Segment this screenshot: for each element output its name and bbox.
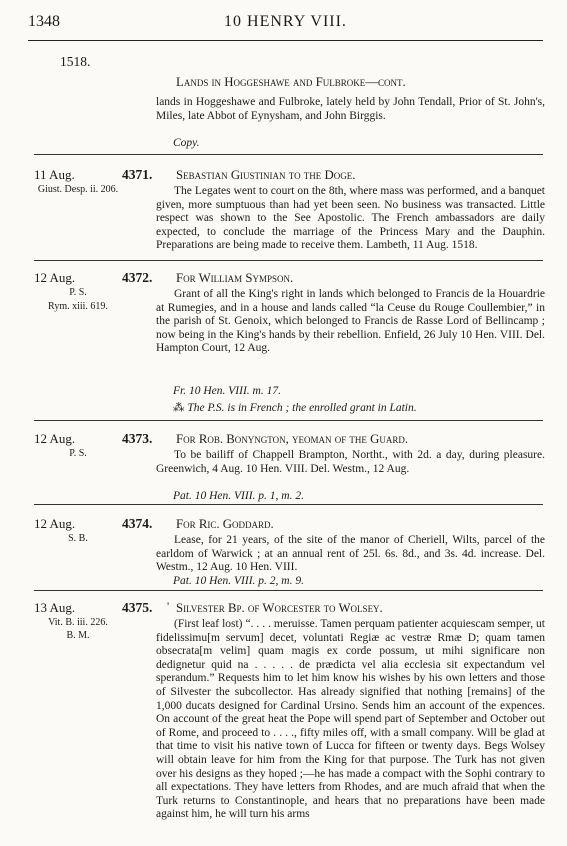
continuation-body: lands in Hoggeshawe and Fulbroke, lately held by John Tendall, Prior of St. John's, Miles, late Abbot of Eynysham, and John Birggis. bbox=[156, 96, 545, 122]
entry-source: P. S. bbox=[69, 287, 87, 298]
entry-date: 13 Aug. bbox=[34, 600, 76, 615]
entry-body: Lease, for 21 years, of the site of the manor of Cheriell, Wilts, parcel of the earldom of Warwick ; at an annual rent of 25l. 6s. 8d., and 3s. 4d. increase. Del. Westm., 12 Aug. 10 Hen. VIII. bbox=[156, 534, 545, 574]
header-rule bbox=[28, 40, 543, 41]
entry-heading: For William Sympson. bbox=[176, 271, 294, 285]
quote-mark: ' bbox=[167, 599, 170, 613]
entry-date: 12 Aug. bbox=[34, 270, 76, 285]
entry-body: Grant of all the King's right in lands which belonged to Francis de la Houardrie at Rumegies, and in a house and lands called “la Ceuse du Rouge Coullembier,” in the parish of St. Genoix, which belonged to Francis de Rasse Lord of Bellincamp ; now being in the King's hands by their rebellion. Enfield, 26 July 10 Hen. VIII. Del. Hampton Court, 12 Aug. bbox=[156, 288, 545, 355]
entry-number: 4374. bbox=[122, 516, 153, 531]
entry-separator bbox=[34, 154, 543, 155]
entry-separator bbox=[34, 420, 543, 421]
entry-heading: For Rob. Bonyngton, yeoman of the Guard. bbox=[176, 432, 409, 446]
entry-source: S. B. bbox=[68, 533, 88, 544]
continuation-ref: Copy. bbox=[173, 137, 200, 149]
entry-heading: For Ric. Goddard. bbox=[176, 517, 274, 531]
running-title: 10 HENRY VIII. bbox=[224, 13, 347, 30]
entry-separator bbox=[34, 260, 543, 261]
entry-number: 4372. bbox=[122, 270, 153, 285]
running-head bbox=[28, 13, 543, 35]
page-number: 1348 bbox=[28, 13, 60, 30]
entry-separator bbox=[34, 590, 543, 591]
entry-number: 4375. bbox=[122, 600, 153, 615]
entry-number: 4373. bbox=[122, 431, 153, 446]
entry-source: Vit. B. iii. 226. bbox=[48, 617, 108, 628]
entry-body: To be bailiff of Chappell Brampton, Northt., with 2d. a day, during pleasure. Greenwich, 4 Aug. 10 Hen. VIII. Del. Westm., 12 Aug. bbox=[156, 449, 545, 475]
entry-date: 11 Aug. bbox=[34, 167, 75, 182]
entry-source: Giust. Desp. ii. 206. bbox=[37, 184, 119, 195]
continuation-heading: Lands in Hoggeshawe and Fulbroke—cont. bbox=[176, 75, 406, 89]
entry-heading: Sebastian Giustinian to the Doge. bbox=[176, 168, 356, 182]
entry-ref: Fr. 10 Hen. VIII. m. 17. bbox=[173, 385, 281, 397]
entry-heading: Silvester Bp. of Worcester to Wolsey. bbox=[176, 601, 383, 615]
entry-ref: Pat. 10 Hen. VIII. p. 1, m. 2. bbox=[173, 490, 304, 502]
entry-body: The Legates went to court on the 8th, where mass was performed, and a banquet given, more sumptuous than had yet been seen. No business was transacted. Little respect was shown to the See Apostolic. The French ambassadors are daily expected, to conclude the marriage of the Princess Mary and the Dauphin. Preparations are being made to receive them. Lambeth, 11 Aug. 1518. bbox=[156, 185, 545, 252]
entry-source: P. S. bbox=[69, 448, 87, 459]
entry-separator bbox=[34, 504, 543, 505]
entry-body: (First leaf lost) “. . . . meruisse. Tamen perquam patienter acquiescam semper, ut fidelissimu[m servum] decet, voluntati Regiæ ac vestræ Rmæ D; quam tamen obsecrata[m velim] quam magis ex corde possum, ut mihi significare non dedignetur quid na . . . . . de prædicta vel alia ecclesia sit expectandum vel sperandum.” Requests him to let him know his wishes by his own letters and those of Silvester the subcollector. Has already signified that nothing [remains] of the 1,000 ducats designed for Cardinal Ursino. Sends him an account of the expences. On account of the great heat the Pope will spend part of September and October out of Rome, and proceed to . . . ., fifty miles off, with a small company. Will be glad at that time to visit his native town of Lucca for fifteen or twenty days. Begs Wolsey will obtain leave for him from the King for that purpose. The Turk has not given over his designs as they hoped ;—he has made a compact with the Sophi contrary to all expectations. They have letters from Rhodes, and are much afraid that when the Turk returns to Constantinople, and hears that no preparations have been made against him, he will turn his arms bbox=[156, 618, 545, 821]
entry-source-secondary: Rym. xiii. 619. bbox=[48, 301, 108, 312]
entry-source-secondary: B. M. bbox=[66, 630, 90, 641]
entry-date: 12 Aug. bbox=[34, 431, 76, 446]
year-marker: 1518. bbox=[60, 54, 91, 69]
entry-note: ⁂ The P.S. is in French ; the enrolled grant in Latin. bbox=[173, 402, 417, 414]
entry-date: 12 Aug. bbox=[34, 516, 76, 531]
entry-number: 4371. bbox=[122, 167, 153, 182]
entry-ref: Pat. 10 Hen. VIII. p. 2, m. 9. bbox=[173, 575, 304, 587]
